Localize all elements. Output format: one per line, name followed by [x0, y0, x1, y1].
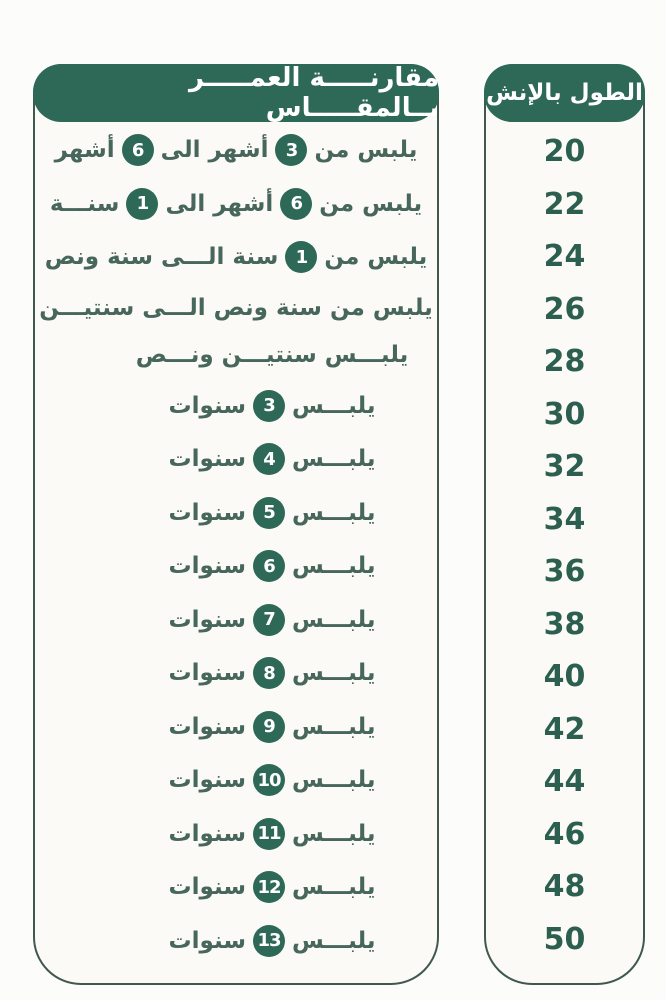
- age-number-badge: 4: [253, 443, 285, 475]
- age-row: [75, 925, 469, 957]
- age-row-text: سنوات: [168, 392, 246, 419]
- inches-column: [484, 64, 645, 985]
- age-row-text: أشهر الى: [160, 137, 269, 163]
- inch-value: 44: [543, 764, 586, 800]
- age-number-badge: 3: [253, 390, 285, 422]
- age-number-badge: 6: [122, 134, 154, 166]
- age-row-text: أشهر: [54, 137, 115, 163]
- inch-value: 36: [543, 554, 586, 590]
- age-number-badge: 1: [285, 241, 317, 273]
- age-column-header-label: مقارنـــــة العمـــــر بــالمقـــــاس: [189, 63, 439, 123]
- age-row-text: يلبس من: [314, 137, 418, 163]
- age-row: [75, 871, 469, 903]
- age-row-text: سنوات: [168, 874, 246, 901]
- age-row-text: سنوات: [168, 499, 246, 526]
- age-number-badge: 13: [253, 925, 285, 957]
- age-row: [39, 188, 433, 220]
- age-number-badge: 11: [253, 818, 285, 850]
- age-row: [39, 295, 433, 321]
- inch-value: 48: [543, 869, 586, 905]
- age-row-text: يلبـــس: [291, 874, 376, 901]
- age-row-text: يلبس من: [319, 190, 423, 217]
- age-row: [75, 443, 469, 475]
- age-row-text: سنة الـــى سنة ونص: [44, 244, 279, 271]
- age-row-text: سنوات: [168, 660, 246, 687]
- inch-value: 34: [543, 501, 586, 537]
- age-row-text: يلبـــس: [291, 713, 376, 740]
- age-row-text: أشهر الى: [165, 190, 274, 217]
- age-row-text: سنوات: [168, 767, 246, 794]
- age-number-badge: 7: [253, 604, 285, 636]
- age-row-text: يلبـــس: [291, 553, 376, 580]
- age-row-text: يلبس من سنة ونص الـــى سنتيـــن: [39, 294, 433, 321]
- age-row: [75, 604, 469, 636]
- inches-column-header-label: الطول بالإنش: [486, 80, 643, 106]
- age-number-badge: 12: [253, 871, 285, 903]
- age-row-text: يلبـــس: [291, 446, 376, 473]
- age-number-badge: 8: [253, 657, 285, 689]
- age-row-text: يلبـــس: [291, 392, 376, 419]
- inch-value: 38: [543, 606, 586, 642]
- age-row: [75, 657, 469, 689]
- age-number-badge: 5: [253, 497, 285, 529]
- age-row-text: يلبـــس: [291, 927, 376, 954]
- age-size-column: [33, 64, 439, 985]
- inches-column-header: [484, 64, 645, 122]
- inch-value: 32: [543, 449, 586, 485]
- age-row-text: يلبـــس: [291, 606, 376, 633]
- age-row-text: سنوات: [168, 553, 246, 580]
- inch-value: 30: [543, 396, 586, 432]
- age-number-badge: 9: [253, 711, 285, 743]
- age-row: [75, 550, 469, 582]
- inch-value: 24: [543, 239, 586, 275]
- age-row: [39, 134, 433, 166]
- inch-value: 46: [543, 816, 586, 852]
- age-row-text: يلبـــس سنتيـــن ونـــص: [135, 342, 409, 369]
- age-row-text: سنـــة: [49, 190, 120, 217]
- age-number-badge: 6: [253, 550, 285, 582]
- inch-value: 40: [543, 659, 586, 695]
- age-row-text: سنوات: [168, 713, 246, 740]
- age-row: [75, 711, 469, 743]
- age-row-text: يلبـــس: [291, 499, 376, 526]
- age-number-badge: 6: [280, 188, 312, 220]
- inch-value: 42: [543, 711, 586, 747]
- age-row-text: سنوات: [168, 927, 246, 954]
- age-rows: [35, 124, 437, 983]
- inch-value: 26: [543, 291, 586, 327]
- age-row: [75, 764, 469, 796]
- age-row: [75, 497, 469, 529]
- age-row-text: يلبس من: [324, 244, 428, 271]
- inch-rows: [486, 124, 643, 983]
- age-row: [39, 241, 433, 273]
- age-number-badge: 10: [253, 764, 285, 796]
- inch-value: 50: [543, 921, 586, 957]
- age-row: [75, 390, 469, 422]
- age-number-badge: 3: [275, 134, 307, 166]
- inch-value: 20: [543, 134, 586, 169]
- age-row-text: سنوات: [168, 606, 246, 633]
- age-row-text: يلبـــس: [291, 767, 376, 794]
- age-row-text: سنوات: [168, 820, 246, 847]
- inch-value: 22: [543, 186, 586, 222]
- age-number-badge: 1: [126, 188, 158, 220]
- inch-value: 28: [543, 344, 586, 380]
- age-row-text: يلبـــس: [291, 820, 376, 847]
- age-row: [75, 342, 469, 368]
- age-row-text: يلبـــس: [291, 660, 376, 687]
- age-row: [75, 818, 469, 850]
- age-column-header: [33, 64, 439, 122]
- age-row-text: سنوات: [168, 446, 246, 473]
